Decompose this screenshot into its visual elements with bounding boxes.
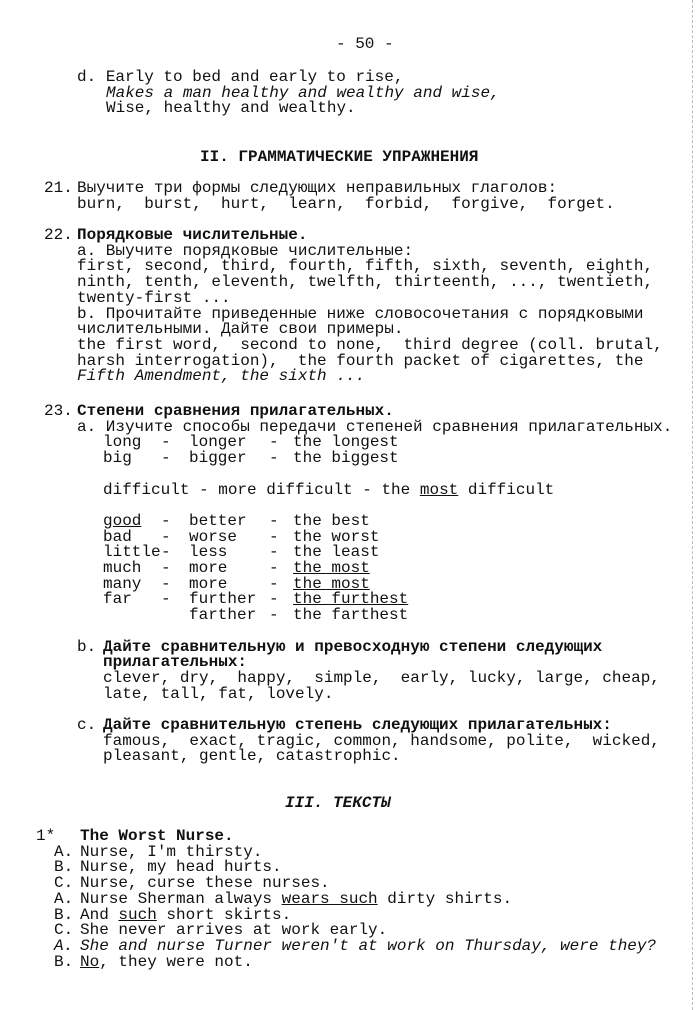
underlined-word: most [419, 480, 459, 499]
positive: much [103, 559, 142, 577]
instruction: Дайте сравнительную и превосходную степени следующих [103, 637, 603, 656]
comparative: longer [189, 433, 247, 452]
underlined-text: No [80, 952, 100, 971]
text: difficult [458, 480, 555, 499]
text-line: a. Выучите порядковые числительные: [77, 241, 414, 260]
comparative: bigger [189, 449, 247, 468]
positive: far [103, 590, 132, 609]
text-line: числительными. Дайте свои примеры. [77, 320, 404, 339]
exercise-number: 23. [44, 402, 73, 420]
word-list: burn, burst, hurt, learn, forbid, forgive, forget. [77, 194, 615, 213]
text-line: ninth, tenth, eleventh, twelfth, thirteenth, ..., twentieth, [77, 273, 654, 292]
comparison-row: far - further - the furthest [103, 590, 409, 609]
speaker-label: A. [54, 936, 74, 955]
underlined-text: wears such [281, 889, 378, 908]
text-number: 1* [36, 827, 56, 845]
superlative: the furthest [293, 590, 409, 609]
proverb-line: Early to bed and early to rise, [105, 68, 404, 86]
comparison-row: little - less - the least [103, 543, 380, 562]
positive: big [103, 449, 132, 468]
page-edge [692, 0, 693, 1010]
section-heading: III. ТЕКСТЫ [285, 794, 391, 812]
dialog [36, 842, 657, 971]
text: difficult - more difficult - the [103, 480, 420, 499]
positive [103, 608, 161, 624]
difficult-line [103, 480, 672, 499]
item-label: b. [77, 637, 97, 656]
exercise-title: Степени сравнения прилагательных. [77, 402, 394, 420]
positive: bad [103, 527, 132, 546]
item-label: d. [77, 68, 97, 86]
irregular-table [103, 511, 672, 625]
line-text: dirty shirts. [377, 889, 513, 908]
word-list: late, tall, fat, lovely. [103, 684, 334, 703]
speaker-label: B. [54, 952, 74, 971]
speaker-label: B. [54, 905, 74, 924]
instruction: a. Изучите способы передачи степеней сравнения прилагательных. [77, 417, 673, 436]
dialog-line [54, 952, 656, 971]
comparative: farther [189, 606, 257, 625]
comparison-row: big - bigger - the biggest [103, 449, 399, 468]
line-text: Nurse Sherman always [80, 889, 282, 908]
item-label: c. [77, 716, 97, 734]
line-text: short skirts. [156, 905, 292, 924]
speaker-label: C. [54, 921, 74, 940]
comparative: better [189, 511, 247, 530]
instruction: прилагательных: [103, 653, 248, 672]
superlative: the longest [293, 433, 399, 452]
proverb-line: Makes a man healthy and wealthy and wise, [106, 83, 500, 102]
text-line: the first word, second to none, third degree (coll. brutal, [77, 335, 663, 354]
exercise-number: 21. [44, 179, 73, 197]
comparison-row: long - longer - the longest [103, 433, 399, 452]
text-line: Fifth Amendment, the sixth ... [77, 367, 366, 386]
comparative: worse [189, 527, 238, 546]
proverb-line: Wise, healthy and wealthy. [106, 99, 356, 118]
line-text: And [80, 905, 119, 924]
text-line: twenty-first ... [77, 288, 231, 307]
exercise-21 [44, 181, 615, 212]
word-list: famous, exact, tragic, common, handsome, polite, wicked, [103, 731, 660, 750]
speaker-label: A. [54, 889, 74, 908]
exercise-22 [44, 228, 663, 385]
speaker-label: C. [54, 874, 74, 893]
superlative: the least [293, 543, 380, 562]
positive: little [103, 543, 161, 562]
instruction: Выучите три формы следующих неправильных глаголов: [77, 179, 558, 197]
speaker-label: A. [54, 842, 74, 861]
word-list: pleasant, gentle, catastrophic. [103, 747, 401, 766]
line-text: She and nurse Turner weren't at work on Thursday, were they? [80, 936, 657, 955]
underlined-text: such [118, 905, 157, 924]
comparison-row: bad - worse - the worst [103, 527, 380, 546]
comparative: further [189, 590, 257, 609]
exercise-title: Порядковые числительные. [77, 226, 308, 244]
line-text: Nurse, curse these nurses. [80, 874, 330, 893]
positive: many [103, 574, 142, 593]
instruction: Дайте сравнительную степень следующих прилагательных: [103, 716, 612, 734]
text-line: harsh interrogation), the fourth packet of cigarettes, the [77, 351, 644, 370]
text-line: first, second, third, fourth, fifth, sixth, seventh, eighth, [77, 257, 654, 276]
line-text: , they were not. [99, 952, 253, 971]
line-text: Nurse, I'm thirsty. [80, 842, 263, 861]
comparative: less [189, 543, 228, 562]
text-1 [36, 829, 656, 970]
part-c [44, 718, 672, 765]
superlative: the farthest [293, 606, 409, 625]
exercise-number: 22. [44, 226, 73, 244]
superlative: the biggest [293, 449, 399, 468]
comparison-row: many - more - the most [103, 574, 370, 593]
comparison-row: much - more - the most [103, 559, 370, 577]
line-text: Nurse, my head hurts. [80, 858, 282, 877]
section-heading: II. ГРАММАТИЧЕСКИЕ УПРАЖНЕНИЯ [200, 148, 479, 166]
proverb [77, 70, 500, 117]
superlative: the most [293, 574, 370, 593]
positive: good [103, 511, 142, 530]
positive: long [103, 433, 142, 452]
part-b [44, 637, 672, 703]
superlative: the most [293, 559, 370, 577]
exercise-23 [44, 404, 672, 765]
superlative: the best [293, 511, 370, 530]
speaker-label: B. [54, 858, 74, 877]
word-list: clever, dry, happy, simple, early, lucky, large, cheap, [103, 668, 660, 687]
superlative: the worst [293, 527, 380, 546]
page-number: - 50 - [336, 35, 394, 53]
text-title: The Worst Nurse. [80, 827, 234, 845]
comparative: more [189, 574, 228, 593]
comparison-row: good - better - the best [103, 511, 370, 530]
text-line: b. Прочитайте приведенные ниже словосочетания с порядковыми [77, 304, 644, 323]
comparison-row: farther - the farthest [103, 608, 672, 624]
comparative: more [189, 559, 228, 577]
line-text: She never arrives at work early. [80, 921, 388, 940]
